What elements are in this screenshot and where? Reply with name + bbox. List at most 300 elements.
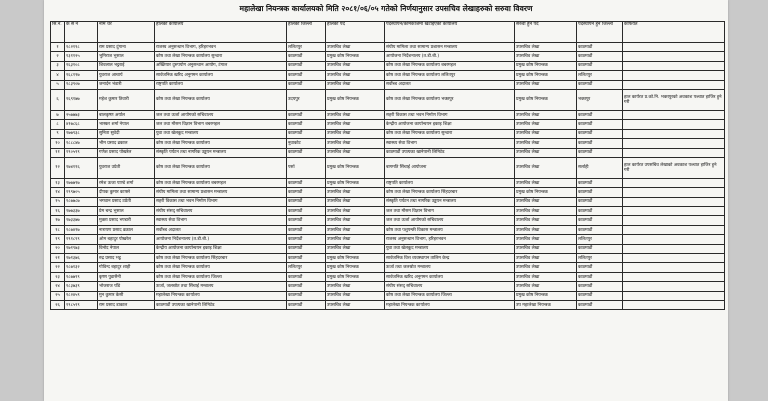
cell-serial: १५ xyxy=(51,197,65,206)
cell-assigned-office: संघीय संसद् सचिवालय xyxy=(385,282,515,291)
cell-remarks xyxy=(623,225,725,234)
cell-serial: ६ xyxy=(51,89,65,110)
cell-employee-code: १८३९०७ xyxy=(65,80,98,89)
cell-name: भास्कर शर्मा नेपाल xyxy=(98,120,155,129)
table-row xyxy=(51,178,725,187)
cell-current-post: प्रमुख कोष नियन्त्रक xyxy=(326,89,385,110)
cell-current-post: उपसचिव लेखा xyxy=(326,148,385,157)
cell-current-post: उपसचिव लेखा xyxy=(326,282,385,291)
cell-assigned-office: काठमाडौं उपत्यका खानेपानी लिमिटेड xyxy=(385,148,515,157)
cell-current-office: कोष तथा लेखा नियन्त्रक कार्यालय xyxy=(155,157,287,178)
cell-remarks: हाल कार्यरत प्र.को.नि. भक्तपुरको अवकाश पश्चात हाजिर हुने गरी xyxy=(623,89,725,110)
cell-current-office: कोष तथा लेखा नियन्त्रक कार्यालय बबरमहल xyxy=(155,178,287,187)
cell-assigned-office: सहरी विकास तथा भवन निर्माण विभाग xyxy=(385,110,515,119)
cell-assigned-office: राजस्व अनुसन्धान विभाग, हरिहरभवन xyxy=(385,235,515,244)
cell-employee-code: १६३१०८ xyxy=(65,61,98,70)
cell-remarks xyxy=(623,300,725,309)
cell-assigned-office: स्वास्थ्य सेवा विभाग xyxy=(385,139,515,148)
cell-employee-code: १८७७८७ xyxy=(65,197,98,206)
cell-transfer-post: प्रमुख कोष नियन्त्रक xyxy=(515,188,577,197)
cell-transfer-post: उपसचिव लेखा xyxy=(515,225,577,234)
cell-current-office: जल तथा मौसम विज्ञान विभाग बबरमहल xyxy=(155,120,287,129)
cell-remarks xyxy=(623,52,725,61)
cell-assigned-office: महालेखा नियन्त्रक कार्यालय xyxy=(385,300,515,309)
header-transfer-district: पदस्थापन हुने जिल्ला xyxy=(577,22,623,43)
cell-remarks xyxy=(623,263,725,272)
cell-employee-code: १७३३७७ xyxy=(65,216,98,225)
cell-current-district: काठमाडौं xyxy=(287,188,326,197)
cell-assigned-office: राष्ट्रपति कार्यालय xyxy=(385,178,515,187)
cell-current-district: काठमाडौं xyxy=(287,282,326,291)
cell-transfer-post: उपसचिव लेखा xyxy=(515,272,577,281)
cell-serial: २० xyxy=(51,244,65,253)
cell-serial: २१ xyxy=(51,254,65,263)
cell-employee-code: १७७७९७ xyxy=(65,178,98,187)
cell-current-post: उपसचिव लेखा xyxy=(326,207,385,216)
cell-name: रुद्र प्रसाद भट्ट xyxy=(98,254,155,263)
cell-current-post: उपसचिव लेखा xyxy=(326,120,385,129)
cell-serial: ७ xyxy=(51,110,65,119)
cell-transfer-post: उपसचिव लेखा xyxy=(515,139,577,148)
cell-name: रमेश ऊजा पाण्डे शर्मा xyxy=(98,178,155,187)
cell-name: युवराज आचार्य xyxy=(98,71,155,80)
cell-name: भुमिराज भुसाल xyxy=(98,52,155,61)
cell-serial: २४ xyxy=(51,282,65,291)
cell-transfer-post: प्रमुख कोष नियन्त्रक xyxy=(515,291,577,300)
table-row xyxy=(51,110,725,119)
cell-name: युवराज उप्रेती xyxy=(98,157,155,178)
cell-remarks xyxy=(623,197,725,206)
cell-current-post: उपसचिव लेखा xyxy=(326,71,385,80)
cell-transfer-district: काठमाडौं xyxy=(577,129,623,138)
cell-employee-code: १७७३३७ xyxy=(65,207,98,216)
table-row xyxy=(51,129,725,138)
cell-name: भीम प्रसाद ढकाल xyxy=(98,139,155,148)
cell-transfer-district: काठमाडौं xyxy=(577,80,623,89)
cell-serial: १२ xyxy=(51,157,65,178)
cell-current-office: कोष तथा लेखा नियन्त्रक कार्यालय सिंहदरबार xyxy=(155,254,287,263)
cell-assigned-office: कोष तथा लेखा नियन्त्रक कार्यालय ललितपुर xyxy=(385,71,515,80)
cell-name: दीपक कुमार काफ्ले xyxy=(98,188,155,197)
cell-employee-code: १८७४१७ xyxy=(65,225,98,234)
table-row xyxy=(51,216,725,225)
cell-current-post: उपसचिव लेखा xyxy=(326,80,385,89)
header-name: नाम थर xyxy=(98,22,155,43)
cell-transfer-district: ललितपुर xyxy=(577,235,623,244)
cell-current-district: काठमाडौं xyxy=(287,80,326,89)
cell-serial: ३ xyxy=(51,61,65,70)
document-title: महालेखा नियन्त्रक कार्यालयको मिति २०८१/०६/०५ गतेको निर्णयानुसार उपसचिव लेखाहरुको सरुवा विवरण xyxy=(239,4,533,13)
cell-name: नारायण प्रसाद ढकाल xyxy=(98,225,155,234)
cell-transfer-district: काठमाडौं xyxy=(577,216,623,225)
cell-employee-code: १३११२५ xyxy=(65,52,98,61)
cell-name: ओम बहादुर पोखरेल xyxy=(98,235,155,244)
cell-current-district: काठमाडौं xyxy=(287,197,326,206)
cell-current-office: कोष तथा लेखा नियन्त्रक कार्यालय xyxy=(155,89,287,110)
cell-remarks xyxy=(623,43,725,52)
cell-serial: २६ xyxy=(51,300,65,309)
cell-current-office: स्वास्थ्य सेवा विभाग xyxy=(155,216,287,225)
cell-transfer-post: उपसचिव लेखा xyxy=(515,216,577,225)
cell-transfer-post: उपसचिव लेखा xyxy=(515,110,577,119)
cell-current-post: उपसचिव लेखा xyxy=(326,235,385,244)
cell-employee-code: १७१३७६ xyxy=(65,254,98,263)
cell-assigned-office: सार्वजनिक वित्त व्यवस्थापन तालिम केन्द्र xyxy=(385,254,515,263)
table-row xyxy=(51,157,725,178)
cell-current-post: उपसचिव लेखा xyxy=(326,197,385,206)
cell-employee-code: १९१८९९ xyxy=(65,235,98,244)
cell-current-office: अख्तियार दुरुपयोग अनुसन्धान आयोग, टंगाल xyxy=(155,61,287,70)
cell-name: विनोद नेपाल xyxy=(98,244,155,253)
cell-current-post: उपसचिव लेखा xyxy=(326,300,385,309)
cell-transfer-district: काठमाडौं xyxy=(577,272,623,281)
cell-transfer-district: काठमाडौं xyxy=(577,291,623,300)
cell-current-district: ललितपुर xyxy=(287,43,326,52)
cell-transfer-post: उपसचिव लेखा xyxy=(515,254,577,263)
cell-employee-code: १७१९७३ xyxy=(65,244,98,253)
cell-serial: ५ xyxy=(51,80,65,89)
cell-transfer-district: ललितपुर xyxy=(577,254,623,263)
table-row xyxy=(51,52,725,61)
cell-current-post: उपसचिव लेखा xyxy=(326,244,385,253)
header-current-district: हालको जिल्ला xyxy=(287,22,326,43)
cell-remarks xyxy=(623,129,725,138)
table-row xyxy=(51,188,725,197)
table-row xyxy=(51,282,725,291)
table-row xyxy=(51,80,725,89)
cell-serial: १७ xyxy=(51,216,65,225)
table-row xyxy=(51,43,725,52)
cell-transfer-district: काठमाडौं xyxy=(577,225,623,234)
cell-remarks xyxy=(623,282,725,291)
cell-current-district: नुवाकोट xyxy=(287,139,326,148)
cell-current-district: काठमाडौं xyxy=(287,61,326,70)
header-current-post: हालको पद xyxy=(326,22,385,43)
cell-current-office: महालेखा नियन्त्रक कार्यालय xyxy=(155,291,287,300)
cell-current-office: राष्ट्रपति कार्यालय xyxy=(155,80,287,89)
cell-remarks xyxy=(623,61,725,70)
table-row xyxy=(51,235,725,244)
cell-current-district: ललितपुर xyxy=(287,263,326,272)
cell-current-office: संघीय संसद् सचिवालय xyxy=(155,207,287,216)
table-row xyxy=(51,148,725,157)
cell-current-office: कोष तथा लेखा नियन्त्रक कार्यालय जिल्ला xyxy=(155,272,287,281)
cell-name: कृष्ण पुडासैनी xyxy=(98,272,155,281)
cell-assigned-office: आयोजना निर्देशनालय (त.डी.बी.) xyxy=(385,52,515,61)
cell-current-district: उदयपुर xyxy=(287,89,326,110)
cell-assigned-office: बागमति सिंचाई आयोजना xyxy=(385,157,515,178)
cell-assigned-office: संस्कृति पर्यटन तथा नागरिक उड्डयन मन्त्रालय xyxy=(385,197,515,206)
cell-current-district: काठमाडौं xyxy=(287,129,326,138)
cell-transfer-post: प्रमुख कोष नियन्त्रक xyxy=(515,89,577,110)
cell-current-district: काठमाडौं xyxy=(287,120,326,129)
cell-transfer-district: सर्लाही xyxy=(577,157,623,178)
cell-current-office: सहरी विकास तथा भवन निर्माण विभाग xyxy=(155,197,287,206)
cell-current-post: उपसचिव लेखा xyxy=(326,61,385,70)
cell-current-district: काठमाडौं xyxy=(287,71,326,80)
cell-transfer-post: उपसचिव लेखा xyxy=(515,148,577,157)
cell-employee-code: ४१७८६८ xyxy=(65,120,98,129)
cell-transfer-district: काठमाडौं xyxy=(577,52,623,61)
cell-transfer-district: काठमाडौं xyxy=(577,178,623,187)
cell-serial: १० xyxy=(51,139,65,148)
cell-assigned-office: कोष तथा लेखा नियन्त्रक कार्यालय जिल्ला xyxy=(385,291,515,300)
table-row xyxy=(51,139,725,148)
cell-transfer-post: उपसचिव लेखा xyxy=(515,43,577,52)
header-remarks: कैफियत xyxy=(623,22,725,43)
cell-current-post: उपसचिव लेखा xyxy=(326,291,385,300)
document-sheet xyxy=(44,0,728,401)
cell-assigned-office: कोष तथा लेखा नियन्त्रक कार्यालय बबरमहल xyxy=(385,61,515,70)
cell-transfer-post: उपसचिव लेखा xyxy=(515,120,577,129)
cell-current-district: काठमाडौं xyxy=(287,110,326,119)
cell-remarks xyxy=(623,80,725,89)
cell-remarks: हाल कार्यरत उपसचिव लेखाको अवकाश पश्चात हाजिर हुने गरी xyxy=(623,157,725,178)
cell-assigned-office: जल तथा ऊर्जा आयोगको सचिवालय xyxy=(385,216,515,225)
cell-serial: २५ xyxy=(51,291,65,300)
cell-employee-code: १६८१९७ xyxy=(65,71,98,80)
cell-current-office: आयोजना निर्देशनालय (त.डी.बी.) xyxy=(155,235,287,244)
cell-name: सुनिता सुवेदी xyxy=(98,129,155,138)
cell-current-post: प्रमुख कोष नियन्त्रक xyxy=(326,272,385,281)
cell-transfer-district: ललितपुर xyxy=(577,71,623,80)
cell-transfer-post: उपसचिव लेखा xyxy=(515,129,577,138)
cell-transfer-district: काठमाडौं xyxy=(577,207,623,216)
cell-transfer-district: काठमाडौं xyxy=(577,43,623,52)
cell-current-district: काठमाडौं xyxy=(287,300,326,309)
cell-serial: १८ xyxy=(51,225,65,234)
cell-current-office: कोष तथा लेखा नियन्त्रक कार्यालय xyxy=(155,139,287,148)
cell-current-office: सर्वोच्च अदालत xyxy=(155,225,287,234)
cell-current-post: उपसचिव लेखा xyxy=(326,129,385,138)
cell-transfer-district: काठमाडौं xyxy=(577,148,623,157)
cell-assigned-office: युवा तथा खेलकुद मन्त्रालय xyxy=(385,244,515,253)
cell-serial: ११ xyxy=(51,148,65,157)
cell-current-post: प्रमुख कोष नियन्त्रक xyxy=(326,178,385,187)
cell-transfer-district: काठमाडौं xyxy=(577,188,623,197)
header-current-office: हालको कार्यालय xyxy=(155,22,287,43)
cell-name: राम प्रसाद दुंगाना xyxy=(98,43,155,52)
cell-remarks xyxy=(623,216,725,225)
cell-current-office: राजस्व अनुसन्धान विभाग, हरिहरभवन xyxy=(155,43,287,52)
cell-remarks xyxy=(623,291,725,300)
cell-serial: १९ xyxy=(51,235,65,244)
cell-transfer-district: काठमाडौं xyxy=(577,282,623,291)
cell-transfer-post: उपसचिव लेखा xyxy=(515,178,577,187)
cell-serial: १ xyxy=(51,43,65,52)
cell-name: मुन कुमार केसी xyxy=(98,291,155,300)
cell-current-district: काठमाडौं xyxy=(287,272,326,281)
cell-name: शिवलाल भट्टराई xyxy=(98,61,155,70)
cell-transfer-post: उपसचिव लेखा xyxy=(515,263,577,272)
cell-transfer-post: प्रमुख कोष नियन्त्रक xyxy=(515,71,577,80)
cell-transfer-district: काठमाडौं xyxy=(577,110,623,119)
cell-current-office: काठमाडौं उपत्यका खानेपानी लिमिटेड xyxy=(155,300,287,309)
header-employee-code: क सं नं xyxy=(65,22,98,43)
cell-name: प्रेम चन्द्र भुसाल xyxy=(98,207,155,216)
cell-assigned-office: केन्द्रीय आयोजना कार्यान्वयन इकाइ शिक्षा xyxy=(385,120,515,129)
table-row xyxy=(51,291,725,300)
cell-current-post: उपसचिव लेखा xyxy=(326,43,385,52)
cell-transfer-post: उपसचिव लेखा xyxy=(515,197,577,206)
cell-transfer-district: काठमाडौं xyxy=(577,300,623,309)
cell-transfer-post: उपसचिव लेखा xyxy=(515,282,577,291)
cell-current-post: उपसचिव लेखा xyxy=(326,216,385,225)
cell-employee-code: १९०५९९ xyxy=(65,148,98,157)
cell-assigned-office: ऊर्जा तथा जलस्रोत मन्त्रालय xyxy=(385,263,515,272)
cell-current-district: काठमाडौं xyxy=(287,148,326,157)
cell-remarks xyxy=(623,148,725,157)
cell-current-office: कोष तथा लेखा नियन्त्रक कार्यालय सुन्धारा xyxy=(155,52,287,61)
cell-remarks xyxy=(623,110,725,119)
cell-remarks xyxy=(623,188,725,197)
cell-transfer-post: उपसचिव लेखा xyxy=(515,235,577,244)
cell-serial: १३ xyxy=(51,178,65,187)
cell-transfer-district: काठमाडौं xyxy=(577,61,623,70)
cell-current-district: काठमाडौं xyxy=(287,254,326,263)
cell-employee-code: १९८५९९ xyxy=(65,300,98,309)
cell-remarks xyxy=(623,207,725,216)
cell-current-district: काठमाडौं xyxy=(287,291,326,300)
cell-name: महेश कुमार तिवारी xyxy=(98,89,155,110)
cell-remarks xyxy=(623,71,725,80)
cell-current-office: संस्कृति पर्यटन तथा नागरिक उड्डयन मन्त्रालय xyxy=(155,148,287,157)
cell-current-post: प्रमुख कोष नियन्त्रक xyxy=(326,157,385,178)
cell-transfer-post: प्रमुख कोष नियन्त्रक xyxy=(515,61,577,70)
cell-transfer-district: भक्तपुर xyxy=(577,89,623,110)
cell-transfer-district: काठमाडौं xyxy=(577,244,623,253)
cell-current-district: काठमाडौं xyxy=(287,207,326,216)
cell-name: बालकृष्ण अर्याल xyxy=(98,110,155,119)
cell-transfer-district: काठमाडौं xyxy=(577,197,623,206)
cell-current-post: उपसचिव लेखा xyxy=(326,110,385,119)
cell-employee-code: १८२४५९ xyxy=(65,291,98,300)
cell-current-district: काठमाडौं xyxy=(287,178,326,187)
cell-employee-code: १८३७३९ xyxy=(65,282,98,291)
cell-name: गोविन्द बहादुर शाही xyxy=(98,263,155,272)
cell-employee-code: १८७१३२ xyxy=(65,263,98,272)
cell-transfer-district: काठमाडौं xyxy=(577,263,623,272)
cell-serial: २२ xyxy=(51,263,65,272)
cell-employee-code: १८८८४७ xyxy=(65,139,98,148)
table-row xyxy=(51,61,725,70)
table-row xyxy=(51,272,725,281)
cell-transfer-post: उपसचिव लेखा xyxy=(515,80,577,89)
cell-remarks xyxy=(623,235,725,244)
cell-employee-code: १६९१७७ xyxy=(65,89,98,110)
cell-assigned-office: सार्वजनिक खरिद अनुगमन कार्यालय xyxy=(385,272,515,281)
cell-current-district: पर्सा xyxy=(287,157,326,178)
cell-name: राम प्रसाद डाकाल xyxy=(98,300,155,309)
cell-current-office: युवा तथा खेलकुद मन्त्रालय xyxy=(155,129,287,138)
cell-serial: २३ xyxy=(51,272,65,281)
cell-assigned-office: कोष तथा लेखा नियन्त्रक कार्यालय सुन्धारा xyxy=(385,129,515,138)
cell-remarks xyxy=(623,244,725,253)
cell-current-district: काठमाडौं xyxy=(287,244,326,253)
cell-current-office: जल तथा ऊर्जा आयोगको सचिवालय xyxy=(155,110,287,119)
cell-remarks xyxy=(623,272,725,281)
cell-name: गणेश प्रसाद पोखरेल xyxy=(98,148,155,157)
cell-current-office: सार्वजनिक खरिद अनुगमन कार्यालय xyxy=(155,71,287,80)
cell-transfer-post: उपसचिव लेखा xyxy=(515,244,577,253)
cell-current-district: काठमाडौं xyxy=(287,216,326,225)
table-row xyxy=(51,244,725,253)
table-row xyxy=(51,263,725,272)
cell-serial: १४ xyxy=(51,188,65,197)
cell-assigned-office: जल तथा मौसम विज्ञान विभाग xyxy=(385,207,515,216)
cell-current-district: काठमाडौं xyxy=(287,225,326,234)
table-row xyxy=(51,120,725,129)
cell-serial: ८ xyxy=(51,120,65,129)
table-row xyxy=(51,197,725,206)
table-row xyxy=(51,207,725,216)
cell-remarks xyxy=(623,139,725,148)
header-serial: सि.नं. xyxy=(51,22,65,43)
table-row xyxy=(51,71,725,80)
header-transfer-post: सरुवा हुने पद xyxy=(515,22,577,43)
cell-current-post: प्रमुख कोष नियन्त्रक xyxy=(326,52,385,61)
cell-assigned-office: कोष तथा लेखा नियन्त्रक कार्यालय भक्तपुर xyxy=(385,89,515,110)
cell-current-post: उपसचिव लेखा xyxy=(326,188,385,197)
cell-serial: ४ xyxy=(51,71,65,80)
cell-current-district: काठमाडौं xyxy=(287,52,326,61)
cell-remarks xyxy=(623,120,725,129)
table-row xyxy=(51,254,725,263)
cell-transfer-post: उपसचिव लेखा xyxy=(515,157,577,178)
cell-current-post: उपसचिव लेखा xyxy=(326,225,385,234)
transfer-table xyxy=(50,21,725,310)
header-assigned-office: पदस्थापन/कामकाजमा खटाइएको कार्यालय xyxy=(385,22,515,43)
cell-current-post: उपसचिव लेखा xyxy=(326,139,385,148)
cell-transfer-district: काठमाडौं xyxy=(577,139,623,148)
cell-current-office: संघीय मामिला तथा सामान्य प्रशासन मन्त्रालय xyxy=(155,188,287,197)
cell-serial: ९ xyxy=(51,129,65,138)
cell-employee-code: १८२१९८ xyxy=(65,43,98,52)
cell-current-office: केन्द्रीय आयोजना कार्यान्वयन इकाइ शिक्षा xyxy=(155,244,287,253)
cell-employee-code: २५७७७३ xyxy=(65,110,98,119)
cell-remarks xyxy=(623,178,725,187)
table-row xyxy=(51,300,725,309)
cell-transfer-post: उपसचिव लेखा xyxy=(515,207,577,216)
cell-serial: १६ xyxy=(51,207,65,216)
cell-current-office: ऊर्जा, जलस्रोत तथा सिंचाई मन्त्रालय xyxy=(155,282,287,291)
cell-name: भगवान प्रसाद उप्रेती xyxy=(98,197,155,206)
table-row xyxy=(51,89,725,110)
cell-employee-code: १७४११६ xyxy=(65,157,98,178)
table-row xyxy=(51,225,725,234)
cell-current-district: काठमाडौं xyxy=(287,235,326,244)
cell-remarks xyxy=(623,254,725,263)
cell-assigned-office: सर्वोच्च अदालत xyxy=(385,80,515,89)
cell-current-office: कोष तथा लेखा नियन्त्रक कार्यालय xyxy=(155,263,287,272)
cell-name: जनार्दन भंडारी xyxy=(98,80,155,89)
cell-current-post: प्रमुख कोष नियन्त्रक xyxy=(326,263,385,272)
cell-assigned-office: कोष तथा पशुपन्छी विकास मन्त्रालय xyxy=(385,225,515,234)
cell-transfer-post: उप महालेखा नियन्त्रक xyxy=(515,300,577,309)
cell-employee-code: १७७९३८ xyxy=(65,129,98,138)
cell-transfer-post: उपसचिव लेखा xyxy=(515,52,577,61)
table-body xyxy=(51,43,725,310)
cell-name: भोजराज पाँडे xyxy=(98,282,155,291)
cell-employee-code: १८७७९९ xyxy=(65,272,98,281)
cell-assigned-office: कोष तथा लेखा नियन्त्रक कार्यालय सिंहदरबार xyxy=(385,188,515,197)
cell-transfer-district: काठमाडौं xyxy=(577,120,623,129)
cell-serial: २ xyxy=(51,52,65,61)
cell-name: मुक्ता प्रसाद भण्डारी xyxy=(98,216,155,225)
table-header-row xyxy=(51,22,725,43)
cell-assigned-office: संघीय मामिला तथा सामान्य प्रशासन मन्त्रालय xyxy=(385,43,515,52)
cell-current-post: प्रमुख कोष नियन्त्रक xyxy=(326,254,385,263)
